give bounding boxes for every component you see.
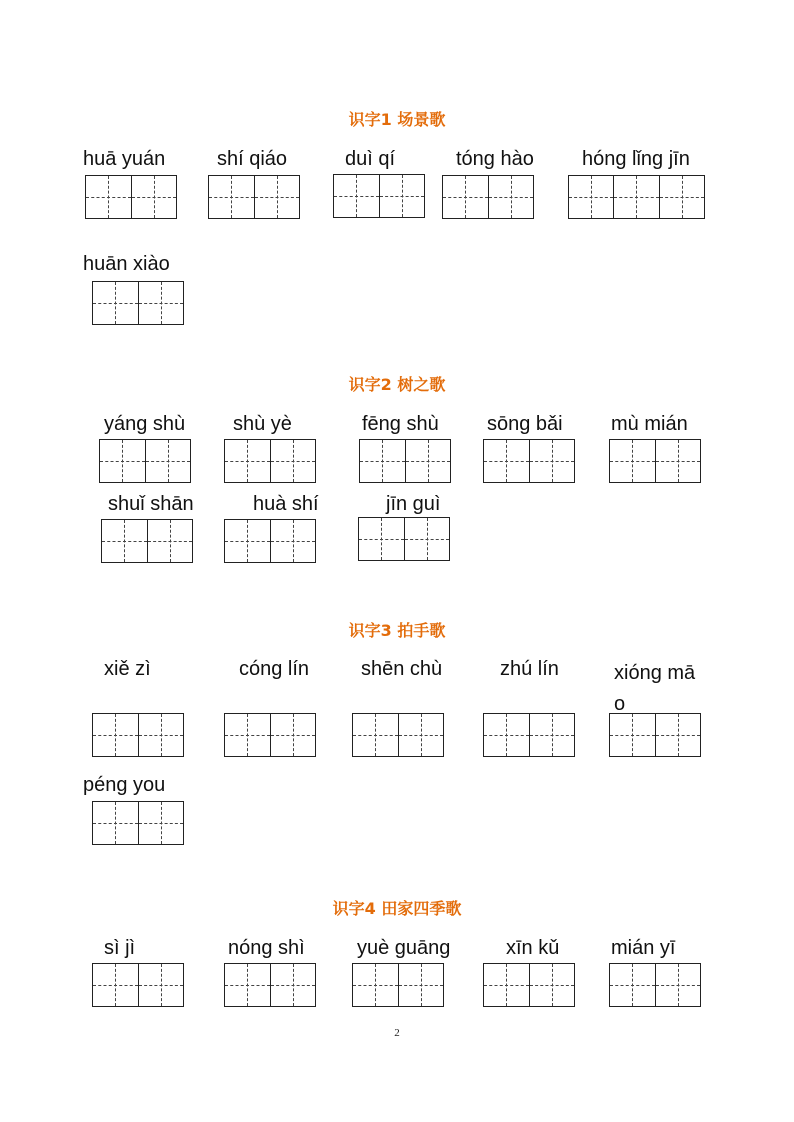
- character-cell[interactable]: [488, 176, 534, 218]
- writing-grid[interactable]: [92, 801, 184, 845]
- character-cell[interactable]: [484, 964, 529, 1006]
- character-cell[interactable]: [270, 520, 316, 562]
- pinyin-label: fēng shù: [362, 413, 439, 435]
- character-cell[interactable]: [138, 964, 184, 1006]
- character-cell[interactable]: [484, 440, 529, 482]
- section-title: 识字4 田家四季歌: [332, 899, 462, 918]
- writing-grid[interactable]: [224, 519, 316, 563]
- writing-grid[interactable]: [358, 517, 450, 561]
- pinyin-label: sōng bǎi: [487, 413, 563, 435]
- character-cell[interactable]: [100, 440, 145, 482]
- character-cell[interactable]: [138, 282, 184, 324]
- pinyin-label: tóng hào: [456, 148, 534, 170]
- writing-grid[interactable]: [92, 963, 184, 1007]
- pinyin-label: sì jì: [104, 937, 136, 959]
- character-cell[interactable]: [209, 176, 254, 218]
- writing-grid[interactable]: [208, 175, 300, 219]
- writing-grid[interactable]: [101, 519, 193, 563]
- writing-grid[interactable]: [483, 963, 575, 1007]
- pinyin-label: xióng māo: [614, 662, 696, 715]
- writing-grid[interactable]: [352, 963, 444, 1007]
- character-cell[interactable]: [270, 440, 316, 482]
- section-title: 识字1 场景歌: [348, 110, 446, 129]
- pinyin-label: mù mián: [611, 413, 688, 435]
- pinyin-label: shuǐ shān: [108, 493, 194, 515]
- pinyin-label: huā yuán: [83, 148, 166, 170]
- pinyin-label: cóng lín: [239, 658, 310, 680]
- pinyin-label: duì qí: [345, 148, 396, 170]
- writing-grid[interactable]: [224, 713, 316, 757]
- pinyin-label: zhú lín: [500, 658, 559, 680]
- writing-grid[interactable]: [483, 713, 575, 757]
- pinyin-label: huān xiào: [83, 253, 170, 275]
- pinyin-label: huà shí: [253, 493, 319, 515]
- character-cell[interactable]: [360, 440, 405, 482]
- pinyin-label: xīn kǔ: [506, 937, 560, 959]
- pinyin-label: hóng lǐng jīn: [582, 148, 690, 170]
- writing-grid[interactable]: [609, 439, 701, 483]
- character-cell[interactable]: [655, 964, 701, 1006]
- character-cell[interactable]: [659, 176, 704, 218]
- writing-grid[interactable]: [224, 963, 316, 1007]
- character-cell[interactable]: [225, 964, 270, 1006]
- character-cell[interactable]: [225, 520, 270, 562]
- character-cell[interactable]: [529, 964, 575, 1006]
- writing-grid[interactable]: [568, 175, 705, 219]
- writing-grid[interactable]: [99, 439, 191, 483]
- character-cell[interactable]: [610, 440, 655, 482]
- character-cell[interactable]: [138, 714, 184, 756]
- character-cell[interactable]: [93, 714, 138, 756]
- character-cell[interactable]: [147, 520, 193, 562]
- character-cell[interactable]: [655, 714, 701, 756]
- character-cell[interactable]: [529, 714, 575, 756]
- pinyin-label: nóng shì: [228, 937, 305, 959]
- pinyin-label: shù yè: [233, 413, 292, 435]
- writing-grid[interactable]: [483, 439, 575, 483]
- character-cell[interactable]: [93, 802, 138, 844]
- character-cell[interactable]: [484, 714, 529, 756]
- section-title: 识字3 拍手歌: [348, 621, 446, 640]
- pinyin-label: mián yī: [611, 937, 676, 959]
- character-cell[interactable]: [610, 714, 655, 756]
- writing-grid[interactable]: [92, 281, 184, 325]
- character-cell[interactable]: [655, 440, 701, 482]
- character-cell[interactable]: [138, 802, 184, 844]
- character-cell[interactable]: [102, 520, 147, 562]
- character-cell[interactable]: [353, 714, 398, 756]
- writing-grid[interactable]: [442, 175, 534, 219]
- character-cell[interactable]: [86, 176, 131, 218]
- character-cell[interactable]: [613, 176, 658, 218]
- character-cell[interactable]: [398, 964, 444, 1006]
- writing-grid[interactable]: [609, 713, 701, 757]
- section-title: 识字2 树之歌: [348, 375, 446, 394]
- character-cell[interactable]: [334, 175, 379, 217]
- character-cell[interactable]: [131, 176, 177, 218]
- character-cell[interactable]: [443, 176, 488, 218]
- character-cell[interactable]: [359, 518, 404, 560]
- pinyin-label: jīn guì: [386, 493, 441, 515]
- page-number: 2: [394, 1027, 400, 1039]
- character-cell[interactable]: [353, 964, 398, 1006]
- pinyin-label: xiě zì: [104, 658, 151, 680]
- writing-grid[interactable]: [333, 174, 425, 218]
- writing-grid[interactable]: [609, 963, 701, 1007]
- character-cell[interactable]: [529, 440, 575, 482]
- character-cell[interactable]: [405, 440, 451, 482]
- character-cell[interactable]: [254, 176, 300, 218]
- character-cell[interactable]: [398, 714, 444, 756]
- character-cell[interactable]: [93, 964, 138, 1006]
- character-cell[interactable]: [225, 714, 270, 756]
- writing-grid[interactable]: [359, 439, 451, 483]
- character-cell[interactable]: [93, 282, 138, 324]
- character-cell[interactable]: [379, 175, 425, 217]
- pinyin-label: yáng shù: [104, 413, 186, 435]
- character-cell[interactable]: [225, 440, 270, 482]
- character-cell[interactable]: [569, 176, 613, 218]
- pinyin-label: shí qiáo: [217, 148, 288, 170]
- writing-grid[interactable]: [352, 713, 444, 757]
- writing-grid[interactable]: [85, 175, 177, 219]
- character-cell[interactable]: [145, 440, 191, 482]
- writing-grid[interactable]: [224, 439, 316, 483]
- pinyin-label: péng you: [83, 774, 166, 796]
- pinyin-label: yuè guāng: [357, 937, 451, 959]
- character-cell[interactable]: [610, 964, 655, 1006]
- character-cell[interactable]: [270, 714, 316, 756]
- writing-grid[interactable]: [92, 713, 184, 757]
- character-cell[interactable]: [404, 518, 450, 560]
- character-cell[interactable]: [270, 964, 316, 1006]
- pinyin-label: shēn chù: [361, 658, 443, 680]
